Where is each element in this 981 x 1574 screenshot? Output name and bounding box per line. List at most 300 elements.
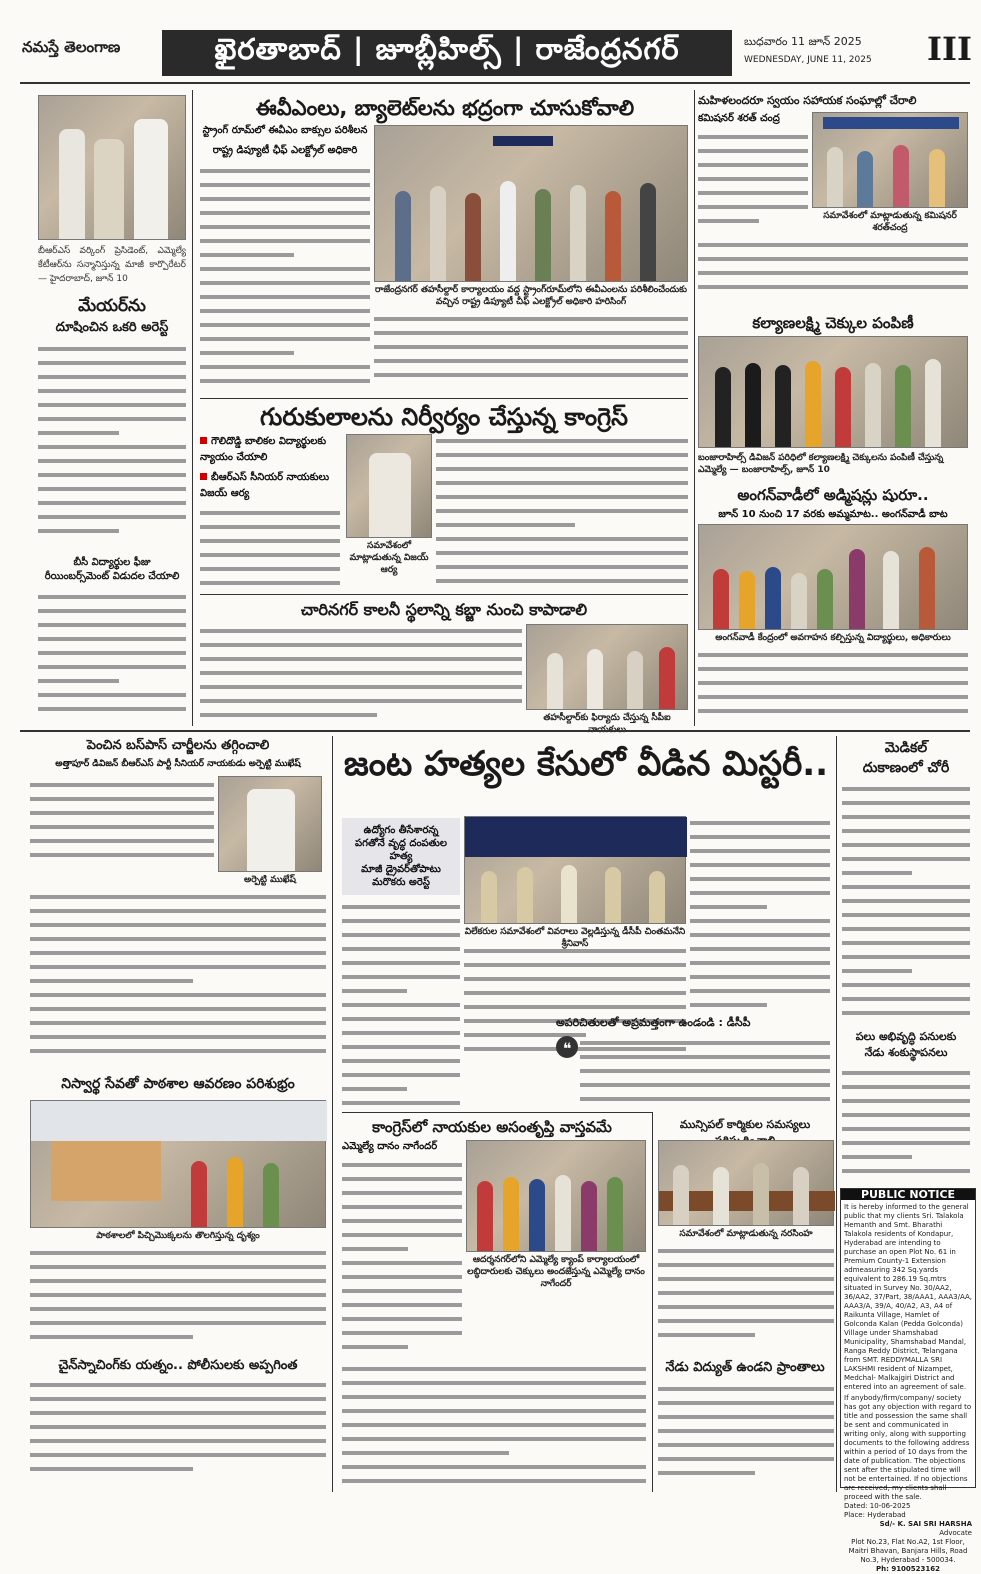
text-line	[30, 1316, 326, 1330]
kalyana-headline: కల్యాణలక్ష్మి చెక్కుల పంపిణీ	[752, 314, 914, 332]
text-line	[342, 1012, 460, 1026]
evm-caption: రాజేంద్రనగర్ తహసీల్దార్ కార్యాలయం వద్ద స్ట్రాంగ్‌రూమ్‌లోని ఈవీఎంలను పరిశీలించేందుకు వచ్చిన రాష్ట్ర డిప్యూటీ చీఫ్ ఎలక్ట్రోల్ అధికారి హరిసింగ్	[375, 285, 687, 307]
text-line	[38, 688, 186, 702]
text-line	[436, 462, 688, 476]
municipal-caption: సమావేశంలో మాట్లాడుతున్న నరసింహ	[679, 1229, 813, 1239]
text-line	[342, 984, 460, 998]
congress-photo	[466, 1140, 646, 1252]
section-rule	[200, 594, 688, 595]
medical-headline-2: దుకాణంలో చోరీ	[862, 760, 950, 776]
text-line	[690, 970, 830, 984]
text-line	[38, 342, 186, 356]
ktr-caption: బీఆర్‌ఎస్ వర్కింగ్ ప్రెసిడెంట్, ఎమ్మెల్యే కేటీఆర్‌ను సన్మానిస్తున్న మాజీ కార్పొరేటర్ — హైదరాబాద్, జూన్ 10	[38, 246, 186, 284]
mukesh-caption: అర్పెట్టి ముఖేష్	[244, 875, 296, 885]
text-line	[38, 604, 186, 618]
text-line	[30, 1274, 326, 1288]
date-english: WEDNESDAY, JUNE 11, 2025	[744, 55, 872, 65]
text-line	[38, 440, 186, 454]
text-line	[342, 1312, 462, 1326]
text-line	[436, 476, 688, 490]
text-line	[38, 510, 186, 524]
gurukul-body-text-2	[436, 434, 688, 590]
text-line	[38, 482, 186, 496]
text-line	[30, 946, 326, 960]
page-number: III	[927, 30, 972, 68]
text-line	[30, 1260, 326, 1274]
text-line	[436, 560, 688, 574]
text-line	[30, 1378, 326, 1392]
text-line	[342, 1172, 462, 1186]
mukesh-photo	[218, 776, 322, 872]
gurukul-bullet-1: గౌలిదొడ్డి బాలికల విద్యార్థులకు న్యాయం చేయాలి	[200, 436, 327, 463]
text-line	[38, 468, 186, 482]
medical-body-text	[842, 782, 970, 1022]
text-line	[658, 1258, 834, 1272]
text-line	[658, 1424, 834, 1438]
text-line	[842, 866, 970, 880]
congress-body-text-2	[342, 1362, 646, 1490]
public-notice-dated: Dated: 10-06-2025	[844, 1502, 911, 1510]
text-line	[30, 1434, 326, 1448]
text-line	[690, 928, 830, 942]
text-line	[38, 412, 186, 426]
newspaper-brand: నమస్తే తెలంగాణ	[22, 38, 121, 56]
text-line	[436, 504, 688, 518]
page-section-title: ఖైరతాబాద్ | జూబ్లీహిల్స్ | రాజేంద్రనగర్	[162, 30, 732, 76]
text-line	[30, 1044, 326, 1058]
text-line	[30, 1288, 326, 1302]
text-line	[342, 970, 460, 984]
school-caption: పాఠశాలలో పిచ్చిమొక్కలను తొలగిస్తున్న దృశ్యం	[96, 1231, 260, 1241]
congress-byline: ఎమ్మెల్యే దానం నాగేందర్	[342, 1141, 438, 1152]
text-line	[30, 890, 326, 904]
text-line	[38, 524, 186, 538]
text-line	[200, 534, 340, 548]
murder-body-text-3	[690, 816, 830, 1012]
text-line	[342, 956, 460, 970]
text-line	[690, 886, 830, 900]
murder-headline: జంట హత్యల కేసులో వీడిన మిస్టరీ..	[343, 744, 829, 784]
text-line	[436, 490, 688, 504]
bus-pass-body-text-2	[30, 890, 326, 1070]
bus-pass-body-text	[30, 778, 214, 874]
text-line	[698, 662, 968, 676]
evm-subhead-1: స్ట్రాంగ్ రూమ్‌లో ఈవీఎం బాక్సుల పరిశీలన	[202, 125, 368, 136]
text-line	[374, 326, 688, 340]
text-line	[30, 1002, 326, 1016]
evm-subhead-2: రాష్ట్ర డిప్యూటీ ఛీఫ్ ఎలక్ట్రోల్ అధికారి	[212, 145, 358, 156]
public-notice-body-2: If anybody/firm/company/ society has got any objection with regard to title and possession the same shall be sent and communicated in writing only, along with supporting documents to the following address within a period of 10 days from the date of publication. The objections sent after the stipulated time will not be entertained. If no objections are received, my clients shall proceed with the sale.	[844, 1394, 972, 1501]
text-line	[842, 936, 970, 950]
text-line	[842, 1080, 970, 1094]
text-line	[842, 1066, 970, 1080]
text-line	[842, 880, 970, 894]
congress-headline: కాంగ్రెస్‌లో నాయకుల అసంతృప్తి వాస్తవమే	[372, 1118, 612, 1136]
column-divider	[694, 90, 695, 726]
text-line	[342, 1340, 462, 1354]
column-divider	[192, 90, 193, 726]
school-headline: నిస్వార్థ సేవతో పాఠశాల ఆవరణం పరిశుభ్రం	[61, 1076, 295, 1092]
text-line	[30, 1302, 326, 1316]
text-line	[842, 908, 970, 922]
text-line	[200, 206, 370, 220]
text-line	[342, 1404, 646, 1418]
text-line	[200, 304, 370, 318]
text-line	[200, 164, 370, 178]
text-line	[342, 1214, 462, 1228]
text-line	[200, 562, 340, 576]
text-line	[200, 638, 522, 652]
text-line	[30, 960, 326, 974]
text-line	[342, 998, 460, 1012]
text-line	[698, 214, 808, 228]
text-line	[658, 1314, 834, 1328]
self-help-body-text-2	[698, 238, 968, 304]
text-line	[658, 1300, 834, 1314]
text-line	[342, 1284, 462, 1298]
text-line	[690, 858, 830, 872]
text-line	[200, 624, 522, 638]
text-line	[842, 796, 970, 810]
text-line	[30, 1448, 326, 1462]
text-line	[658, 1396, 834, 1410]
text-line	[200, 276, 370, 290]
date-telugu: బుధవారం 11 జూన్ 2025	[744, 35, 862, 48]
text-line	[342, 1228, 462, 1242]
text-line	[842, 894, 970, 908]
charinagar-headline: చారినగర్ కాలనీ స్థలాన్ని కబ్జా నుంచి కాపాడాలి	[300, 600, 588, 619]
text-line	[342, 1418, 646, 1432]
text-line	[658, 1244, 834, 1258]
text-line	[436, 574, 688, 588]
column-divider	[332, 736, 333, 1492]
charinagar-photo	[526, 624, 688, 710]
text-line	[342, 1390, 646, 1404]
text-line	[342, 1326, 462, 1340]
charinagar-body-text	[200, 624, 522, 724]
gurukul-headline: గురుకులాలను నిర్వీర్యం చేస్తున్న కాంగ్రెస్	[260, 403, 628, 431]
text-line	[38, 674, 186, 688]
text-line	[842, 782, 970, 796]
text-line	[38, 702, 186, 716]
text-line	[342, 1186, 462, 1200]
text-line	[38, 496, 186, 510]
text-line	[342, 1362, 646, 1376]
text-line	[30, 1330, 326, 1344]
mayor-headline-2: దూషించిన ఒకరి అరెస్ట్	[55, 320, 169, 335]
text-line	[698, 704, 968, 718]
text-line	[38, 632, 186, 646]
bc-fee-headline-2: రీయింబర్స్‌మెంట్ విడుదల చేయాలి	[44, 571, 180, 582]
text-line	[38, 590, 186, 604]
text-line	[200, 192, 370, 206]
text-line	[464, 986, 686, 1000]
text-line	[658, 1328, 834, 1342]
text-line	[38, 618, 186, 632]
anganwadi-subhead: జూన్ 10 నుంచి 17 వరకు అమ్మమాట.. అంగన్‌వాడీ బాట	[718, 509, 948, 520]
text-line	[342, 928, 460, 942]
text-line	[30, 820, 214, 834]
text-line	[200, 360, 370, 374]
public-notice	[840, 1188, 976, 1573]
mayor-headline-1: మేయర్‌ను	[78, 296, 146, 316]
text-line	[698, 144, 808, 158]
text-line	[690, 942, 830, 956]
self-help-headline: మహిళలందరూ స్వయం సహాయక సంఘాల్లో చేరాలి	[698, 94, 917, 107]
anganwadi-headline: అంగన్‌వాడీలో అడ్మిషన్లు షురూ..	[737, 486, 929, 504]
text-line	[842, 1094, 970, 1108]
public-notice-sd: Sd/- K. SAI SRI HARSHA	[879, 1520, 972, 1528]
anganwadi-photo	[698, 524, 968, 630]
text-line	[698, 676, 968, 690]
text-line	[698, 252, 968, 266]
text-line	[698, 130, 808, 144]
text-line	[842, 964, 970, 978]
text-line	[436, 546, 688, 560]
bus-pass-subhead: అత్తాపూర్ డివిజన్ బీఆర్‌ఎస్ పార్టీ సీనియర్ నాయకుడు అర్పెట్టి ముఖేష్	[55, 759, 301, 769]
text-line	[200, 576, 340, 590]
school-body-text	[30, 1246, 326, 1354]
text-line	[658, 1272, 834, 1286]
gurukul-caption: సమావేశంలో మాట్లాడుతున్న విజయ్ ఆర్య	[349, 541, 429, 575]
text-line	[842, 852, 970, 866]
text-line	[342, 1460, 646, 1474]
text-line	[842, 922, 970, 936]
text-line	[30, 1030, 326, 1044]
municipal-photo	[658, 1140, 834, 1226]
bus-pass-headline: పెంచిన బస్‌పాస్ చార్జీలను తగ్గించాలి	[86, 738, 270, 753]
text-line	[342, 1068, 460, 1082]
power-body-text	[658, 1382, 834, 1490]
text-line	[200, 262, 370, 276]
text-line	[690, 816, 830, 830]
text-line	[342, 1054, 460, 1068]
text-line	[698, 648, 968, 662]
text-line	[658, 1286, 834, 1300]
section-rule	[342, 1112, 652, 1113]
text-line	[30, 848, 214, 862]
self-help-body-text	[698, 130, 808, 234]
text-line	[342, 1200, 462, 1214]
text-line	[30, 904, 326, 918]
text-line	[200, 506, 340, 520]
self-help-caption: సమావేశంలో మాట్లాడుతున్న కమిషనర్ శరత్‌చంద్ర	[823, 211, 957, 233]
text-line	[658, 1452, 834, 1466]
text-line	[842, 950, 970, 964]
quote-icon: ❝	[556, 1036, 578, 1058]
text-line	[200, 290, 370, 304]
chain-headline: చైన్‌స్నాచింగ్‌కు యత్నం.. పోలీసులకు అప్పగింత	[58, 1358, 298, 1373]
text-line	[30, 834, 214, 848]
text-line	[200, 652, 522, 666]
text-line	[342, 1270, 462, 1284]
text-line	[374, 312, 688, 326]
text-line	[30, 792, 214, 806]
text-line	[698, 186, 808, 200]
text-line	[38, 660, 186, 674]
text-line	[30, 1016, 326, 1030]
bc-fee-headline-1: బీసీ విద్యార్థుల ఫీజు	[73, 557, 151, 568]
charinagar-caption: తహసీల్దార్‌కు ఫిర్యాదు చేస్తున్న సీపీఐ	[543, 713, 671, 723]
murder-subhead-1: ఉద్యోగం తీసేశారన్న	[363, 825, 439, 836]
text-line	[30, 1462, 326, 1476]
text-line	[342, 1026, 460, 1040]
works-headline-1: పలు అభివృద్ధి పనులకు	[855, 1030, 957, 1043]
text-line	[200, 318, 370, 332]
power-headline: నేడు విద్యుత్ ఉండని ప్రాంతాలు	[665, 1360, 825, 1375]
text-line	[30, 974, 326, 988]
text-line	[342, 1376, 646, 1390]
chain-body-text	[30, 1378, 326, 1488]
text-line	[38, 398, 186, 412]
text-line	[342, 1446, 646, 1460]
text-line	[436, 518, 688, 532]
bc-fee-body-text	[38, 590, 186, 720]
text-line	[200, 548, 340, 562]
ktr-photo	[38, 95, 186, 240]
vijay-arya-photo	[346, 434, 432, 538]
public-notice-phone: Ph: 9100523162	[875, 1565, 941, 1573]
text-line	[374, 354, 688, 368]
text-line	[698, 238, 968, 252]
text-line	[842, 1150, 970, 1164]
text-line	[30, 918, 326, 932]
text-line	[658, 1410, 834, 1424]
section-rule	[200, 398, 688, 399]
text-line	[342, 1158, 462, 1172]
text-line	[436, 434, 688, 448]
text-line	[690, 984, 830, 998]
text-line	[464, 958, 686, 972]
text-line	[842, 1122, 970, 1136]
column-divider	[652, 1112, 653, 1492]
murder-subhead-box	[342, 818, 460, 895]
text-line	[698, 280, 968, 294]
murder-subhead-3: మాజీ డ్రైవర్‌తోపాటు మరొకరు అరెస్ట్	[361, 864, 441, 888]
dcp-quote-headline: అపరిచితులతో అప్రమత్తంగా ఉండండి : డీసీపీ	[556, 1016, 751, 1029]
text-line	[200, 680, 522, 694]
text-line	[842, 1136, 970, 1150]
kalyana-photo	[698, 336, 968, 448]
kalyana-caption: బంజారాహిల్స్ డివిజన్ పరిధిలో కల్యాణలక్ష్మి చెక్కులను పంపిణీ చేస్తున్న ఎమ్మెల్యే — బంజారాహిల్స్, జూన్ 10	[698, 453, 944, 475]
text-line	[690, 956, 830, 970]
text-line	[690, 844, 830, 858]
text-line	[842, 810, 970, 824]
text-line	[200, 708, 522, 722]
text-line	[200, 220, 370, 234]
text-line	[580, 1078, 830, 1092]
text-line	[30, 806, 214, 820]
public-notice-place: Place: Hyderabad	[844, 1511, 906, 1519]
text-line	[30, 1420, 326, 1434]
text-line	[200, 332, 370, 346]
text-line	[580, 1050, 830, 1064]
text-line	[38, 454, 186, 468]
text-line	[200, 374, 370, 388]
text-line	[464, 1000, 686, 1014]
fold-rule	[20, 730, 970, 732]
anganwadi-caption: అంగన్‌వాడీ కేంద్రంలో అవగాహన కల్పిస్తున్న విద్యార్థులు, అధికారులు	[715, 633, 951, 643]
text-line	[342, 1298, 462, 1312]
text-line	[842, 824, 970, 838]
text-line	[342, 1432, 646, 1446]
school-photo	[30, 1100, 326, 1228]
text-line	[698, 158, 808, 172]
murder-caption: విలేకరుల సమావేశంలో వివరాలు వెల్లడిస్తున్న డీసీపీ చింతమనేని శ్రీనివాస్	[464, 927, 686, 949]
text-line	[698, 200, 808, 214]
text-line	[200, 346, 370, 360]
text-line	[30, 1392, 326, 1406]
dcp-quote-body-text	[580, 1036, 830, 1106]
text-line	[38, 370, 186, 384]
text-line	[200, 178, 370, 192]
text-line	[30, 1246, 326, 1260]
text-line	[38, 356, 186, 370]
anganwadi-body-text	[698, 648, 968, 726]
text-line	[580, 1092, 830, 1106]
text-line	[842, 1006, 970, 1020]
text-line	[842, 1108, 970, 1122]
public-notice-role: Advocate	[939, 1529, 972, 1537]
self-help-byline: కమిషనర్ శరత్ చంద్ర	[698, 113, 780, 124]
text-line	[690, 900, 830, 914]
murder-body-text	[342, 900, 460, 1114]
works-headline-2: నేడు శంకుస్థాపనలు	[864, 1046, 948, 1059]
text-line	[342, 914, 460, 928]
text-line	[842, 992, 970, 1006]
text-line	[690, 998, 830, 1012]
congress-body-text	[342, 1158, 462, 1358]
text-line	[698, 690, 968, 704]
text-line	[436, 448, 688, 462]
text-line	[200, 234, 370, 248]
text-line	[690, 872, 830, 886]
text-line	[658, 1382, 834, 1396]
text-line	[464, 944, 686, 958]
column-divider	[836, 736, 837, 1492]
text-line	[436, 532, 688, 546]
text-line	[200, 248, 370, 262]
text-line	[698, 172, 808, 186]
congress-caption: ఆదర్శనగర్‌లోని ఎమ్మెల్యే క్యాంప్ కార్యాలయంలో లబ్ధిదారులకు చెక్కులు అందజేస్తున్న ఎమ్మెల్యే దానం నాగేందర్	[467, 1255, 645, 1289]
murder-photo	[464, 816, 686, 924]
gurukul-body-text	[200, 506, 340, 590]
text-line	[38, 646, 186, 660]
text-line	[200, 520, 340, 534]
medical-headline-1: మెడికల్	[884, 740, 928, 756]
text-line	[698, 266, 968, 280]
text-line	[658, 1438, 834, 1452]
murder-subhead-2: పగతోనే వృద్ధ దంపతుల హత్య	[355, 838, 447, 862]
text-line	[342, 1256, 462, 1270]
text-line	[38, 384, 186, 398]
evm-body-text-2	[374, 312, 688, 394]
text-line	[842, 838, 970, 852]
text-line	[842, 978, 970, 992]
text-line	[30, 1406, 326, 1420]
municipal-body-text	[658, 1244, 834, 1354]
text-line	[690, 830, 830, 844]
text-line	[464, 972, 686, 986]
text-line	[374, 368, 688, 382]
works-body-text	[842, 1066, 970, 1182]
text-line	[30, 778, 214, 792]
public-notice-body: It is hereby informed to the general public that my clients Sri. Talakola Hemanth and Smt. Bharathi Talakola residents of Kondapur, Hyderabad are intending to purchase an open Plot No. 61 in Premium County-1 Extension admeasuring 342 Sq.yards equivalent to 286.19 Sq.mtrs situated in Survey No. 30/AA2, 36/AA2, 37/Part, 38/AAA1, AAA3/AA, AAA3/A, 39/A, 40/A2, A3, A4 of Raikunta Village, Hamlet of Golconda Kalan (Pedda Golconda) Village under Shamshabad Municipality, Shamshabad Mandal, Ranga Reddy District, Telangana from SMT. REDDYMALLA SRI LAKSHMI resident of Nizampet, Medchal- Malkajgiri District and entered into an agreement of sale.	[844, 1203, 972, 1391]
header-rule	[20, 82, 970, 84]
text-line	[658, 1466, 834, 1480]
self-help-photo	[812, 112, 968, 208]
public-notice-title: PUBLIC NOTICE	[841, 1189, 975, 1200]
